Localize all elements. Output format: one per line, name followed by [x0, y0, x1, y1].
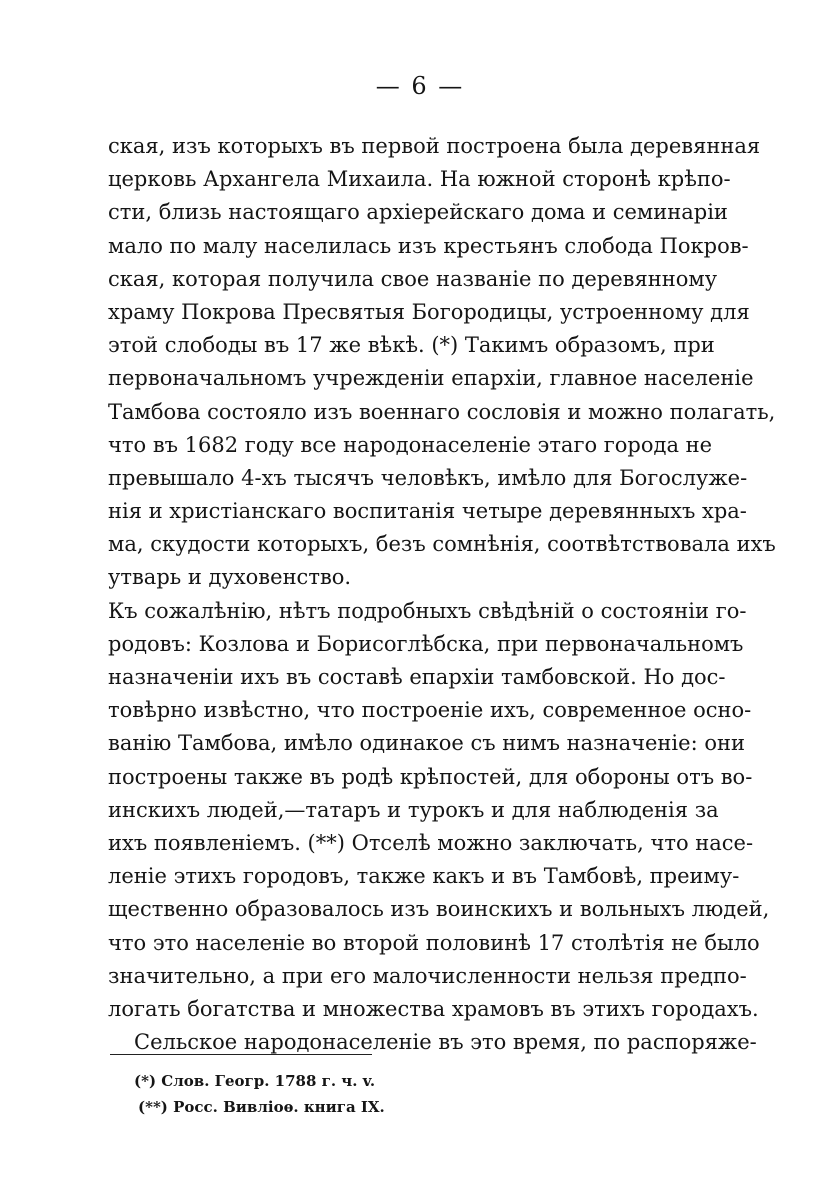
text-line: инскихъ людей,—татаръ и турокъ и для наблюденія за: [108, 797, 719, 822]
text-line: ванію Тамбова, имѣло одинакое съ нимъ назначеніе: они: [108, 731, 745, 756]
text-line: ская, которая получила свое названіе по деревянному: [108, 266, 718, 291]
page-number: — 6 —: [375, 72, 465, 100]
text-line: превышало 4-хъ тысячъ человѣкъ, имѣло для Богослуже-: [108, 465, 748, 490]
text-line: назначеніи ихъ въ составѣ епархіи тамбовской. Но дос-: [108, 665, 726, 689]
text-line: храму Покрова Пресвятыя Богородицы, устроенному для: [108, 299, 750, 324]
footnote-2: (**) Росс. Вивліоѳ. книга IX.: [138, 1098, 385, 1116]
text-line: леніе этихъ городовъ, также какъ и въ Тамбовѣ, преиму-: [108, 864, 740, 889]
text-line: Тамбова состояло изъ военнаго сословія и можно полагать,: [108, 399, 776, 424]
text-line: церковь Архангела Михаила. На южной сторонѣ крѣпо-: [108, 167, 731, 192]
text-line: ма, скудости которыхъ, безъ сомнѣнія, соотвѣтствовала ихъ: [108, 532, 776, 557]
text-line: нія и христіанскаго воспитанія четыре деревянныхъ хра-: [108, 499, 747, 524]
footnote-1: (*) Слов. Геогр. 1788 г. ч. v.: [134, 1072, 376, 1090]
footnotes: [134, 1068, 534, 1120]
text-line: первоначальномъ учрежденіи епархіи, главное населеніе: [108, 366, 754, 391]
body-text: [108, 130, 776, 1059]
text-line: что это населеніе во второй половинѣ 17 столѣтія не было: [108, 930, 760, 955]
text-line: ихъ появленіемъ. (**) Отселѣ можно заключать, что насе-: [108, 830, 754, 855]
text-line: мало по малу населилась изъ крестьянъ слобода Покров-: [108, 233, 749, 258]
text-line: построены также въ родѣ крѣпостей, для обороны отъ во-: [108, 764, 753, 789]
text-line: Къ сожалѣнію, нѣтъ подробныхъ свѣдѣній о состояніи го-: [108, 598, 747, 623]
text-line: утварь и духовенство.: [108, 565, 352, 590]
text-line: что въ 1682 году все народонаселеніе этаго города не: [108, 432, 713, 457]
text-line: щественно образовалось изъ воинскихъ и вольныхъ людей,: [108, 897, 770, 922]
text-line: родовъ: Козлова и Борисоглѣбска, при первоначальномъ: [108, 631, 744, 656]
footnote-divider: [110, 1054, 372, 1055]
text-line: ская, изъ которыхъ въ первой построена была деревянная: [108, 134, 761, 158]
text-line: значительно, а при его малочисленности нельзя предпо-: [108, 963, 747, 988]
text-line: Сельское народонаселеніе въ это время, по распоряже-: [134, 1030, 757, 1055]
text-line: логать богатства и множества храмовъ въ этихъ городахъ.: [108, 996, 759, 1021]
text-line: сти, близь настоящаго архіерейскаго дома и семинаріи: [108, 200, 728, 225]
text-line: этой слободы въ 17 же вѣкѣ. (*) Такимъ образомъ, при: [108, 333, 715, 358]
text-line: товѣрно извѣстно, что построеніе ихъ, современное осно-: [108, 698, 752, 723]
